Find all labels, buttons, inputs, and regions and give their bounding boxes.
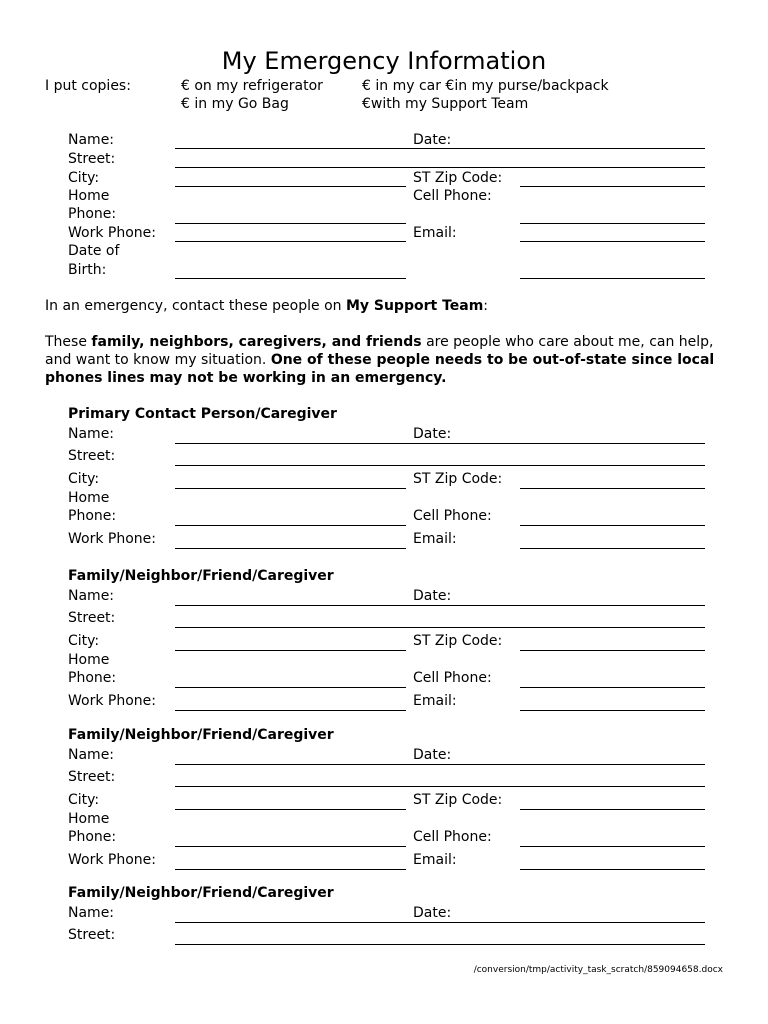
contact-3-zip-field[interactable] [520,809,705,810]
contact-2-name-date-field[interactable] [175,605,705,606]
contact-3-home-phone-field[interactable] [175,846,406,847]
contact-3-name-date-field[interactable] [175,764,705,765]
zip-field[interactable] [520,186,705,187]
contact-2-work-phone-field[interactable] [175,710,406,711]
work-phone-label: Work Phone: [68,225,156,241]
contact-3-email-field[interactable] [520,869,705,870]
contact-2-work-phone-label: Work Phone: [68,693,156,709]
contact-1-city-field[interactable] [175,488,406,489]
contact-2-home-phone-label: Phone: [68,670,117,686]
contact-1-email-field[interactable] [520,548,705,549]
contact-3-city-field[interactable] [175,809,406,810]
contact-2-email-label: Email: [413,693,457,709]
dob-field[interactable] [175,278,406,279]
contact-3-heading: Family/Neighbor/Friend/Caregiver [68,727,334,743]
extra-field[interactable] [520,278,705,279]
contact-2-home-label: Home [68,652,110,668]
contact-2-name-label: Name: [68,588,115,604]
cell-phone-field[interactable] [520,223,705,224]
contact-1-home-phone-field[interactable] [175,525,406,526]
contact-4-name-label: Name: [68,905,115,921]
contact-1-home-label: Home [68,490,110,506]
contact-3-email-label: Email: [413,852,457,868]
contact-1-cell-phone-field[interactable] [520,525,705,526]
copies-car-purse[interactable]: € in my car €in my purse/backpack [362,78,609,94]
contact-2-cell-phone-label: Cell Phone: [413,670,492,686]
contact-4-heading: Family/Neighbor/Friend/Caregiver [68,885,334,901]
contact-1-date-label: Date: [413,426,452,442]
contact-3-home-label: Home [68,811,110,827]
contact-1-work-phone-label: Work Phone: [68,531,156,547]
zip-label: ST Zip Code: [413,170,503,186]
contact-2-home-phone-field[interactable] [175,687,406,688]
email-label: Email: [413,225,457,241]
contact-3-city-label: City: [68,792,100,808]
street-field[interactable] [175,167,705,168]
city-label: City: [68,170,100,186]
intro-text [45,297,488,315]
intro-part1: In an emergency, contact these people on [45,298,346,314]
copies-go-bag[interactable]: € in my Go Bag [181,96,289,112]
para-b1: family, neighbors, caregivers, and friends [91,334,422,350]
intro-part2: : [483,298,489,314]
contact-1-city-label: City: [68,471,100,487]
page-title: My Emergency Information [221,47,547,75]
contact-1-street-label: Street: [68,448,116,464]
work-phone-field[interactable] [175,241,406,242]
dob-label-1: Date of [68,243,120,259]
contact-1-street-field[interactable] [175,465,705,466]
contact-3-work-phone-label: Work Phone: [68,852,156,868]
contact-2-street-label: Street: [68,610,116,626]
contact-3-cell-phone-label: Cell Phone: [413,829,492,845]
home-phone-label: Phone: [68,206,117,222]
contact-1-name-label: Name: [68,426,115,442]
contact-1-zip-field[interactable] [520,488,705,489]
contact-1-heading: Primary Contact Person/Caregiver [68,406,337,422]
copies-support-team[interactable]: €with my Support Team [362,96,529,112]
street-label: Street: [68,151,116,167]
cell-phone-label: Cell Phone: [413,188,492,204]
city-field[interactable] [175,186,406,187]
contact-4-date-label: Date: [413,905,452,921]
contact-3-cell-phone-field[interactable] [520,846,705,847]
contact-1-name-date-field[interactable] [175,443,705,444]
contact-1-home-phone-label: Phone: [68,508,117,524]
home-label: Home [68,188,110,204]
contact-2-zip-field[interactable] [520,650,705,651]
contact-2-date-label: Date: [413,588,452,604]
contact-3-name-label: Name: [68,747,115,763]
para-b2: One of these people needs to be out-of-state since local phones lines may not be working in an emergency. [45,352,715,386]
para-t2: are people who care about me, can help, and want to know my situation. [45,334,714,368]
contact-2-city-field[interactable] [175,650,406,651]
contact-4-street-label: Street: [68,927,116,943]
contact-4-street-field[interactable] [175,944,705,945]
contact-1-zip-label: ST Zip Code: [413,471,503,487]
name-label: Name: [68,132,115,148]
date-label: Date: [413,132,452,148]
footer-path: /conversion/tmp/activity_task_scratch/859094658.docx [473,965,723,975]
contact-3-home-phone-label: Phone: [68,829,117,845]
copies-label: I put copies: [45,78,131,94]
dob-label-2: Birth: [68,262,107,278]
contact-3-street-label: Street: [68,769,116,785]
contact-4-name-date-field[interactable] [175,922,705,923]
contact-1-cell-phone-label: Cell Phone: [413,508,492,524]
contact-3-work-phone-field[interactable] [175,869,406,870]
contact-3-date-label: Date: [413,747,452,763]
contact-2-email-field[interactable] [520,710,705,711]
contact-1-email-label: Email: [413,531,457,547]
intro-bold: My Support Team [345,298,484,314]
contact-3-zip-label: ST Zip Code: [413,792,503,808]
copies-refrigerator[interactable]: € on my refrigerator [181,78,323,94]
name-date-field[interactable] [175,148,705,149]
contact-2-heading: Family/Neighbor/Friend/Caregiver [68,568,334,584]
support-team-paragraph [45,333,725,387]
para-t1: These [45,334,92,350]
contact-1-work-phone-field[interactable] [175,548,406,549]
contact-2-city-label: City: [68,633,100,649]
email-field[interactable] [520,241,705,242]
contact-2-cell-phone-field[interactable] [520,687,705,688]
home-phone-field[interactable] [175,223,406,224]
contact-3-street-field[interactable] [175,786,705,787]
contact-2-street-field[interactable] [175,627,705,628]
contact-2-zip-label: ST Zip Code: [413,633,503,649]
